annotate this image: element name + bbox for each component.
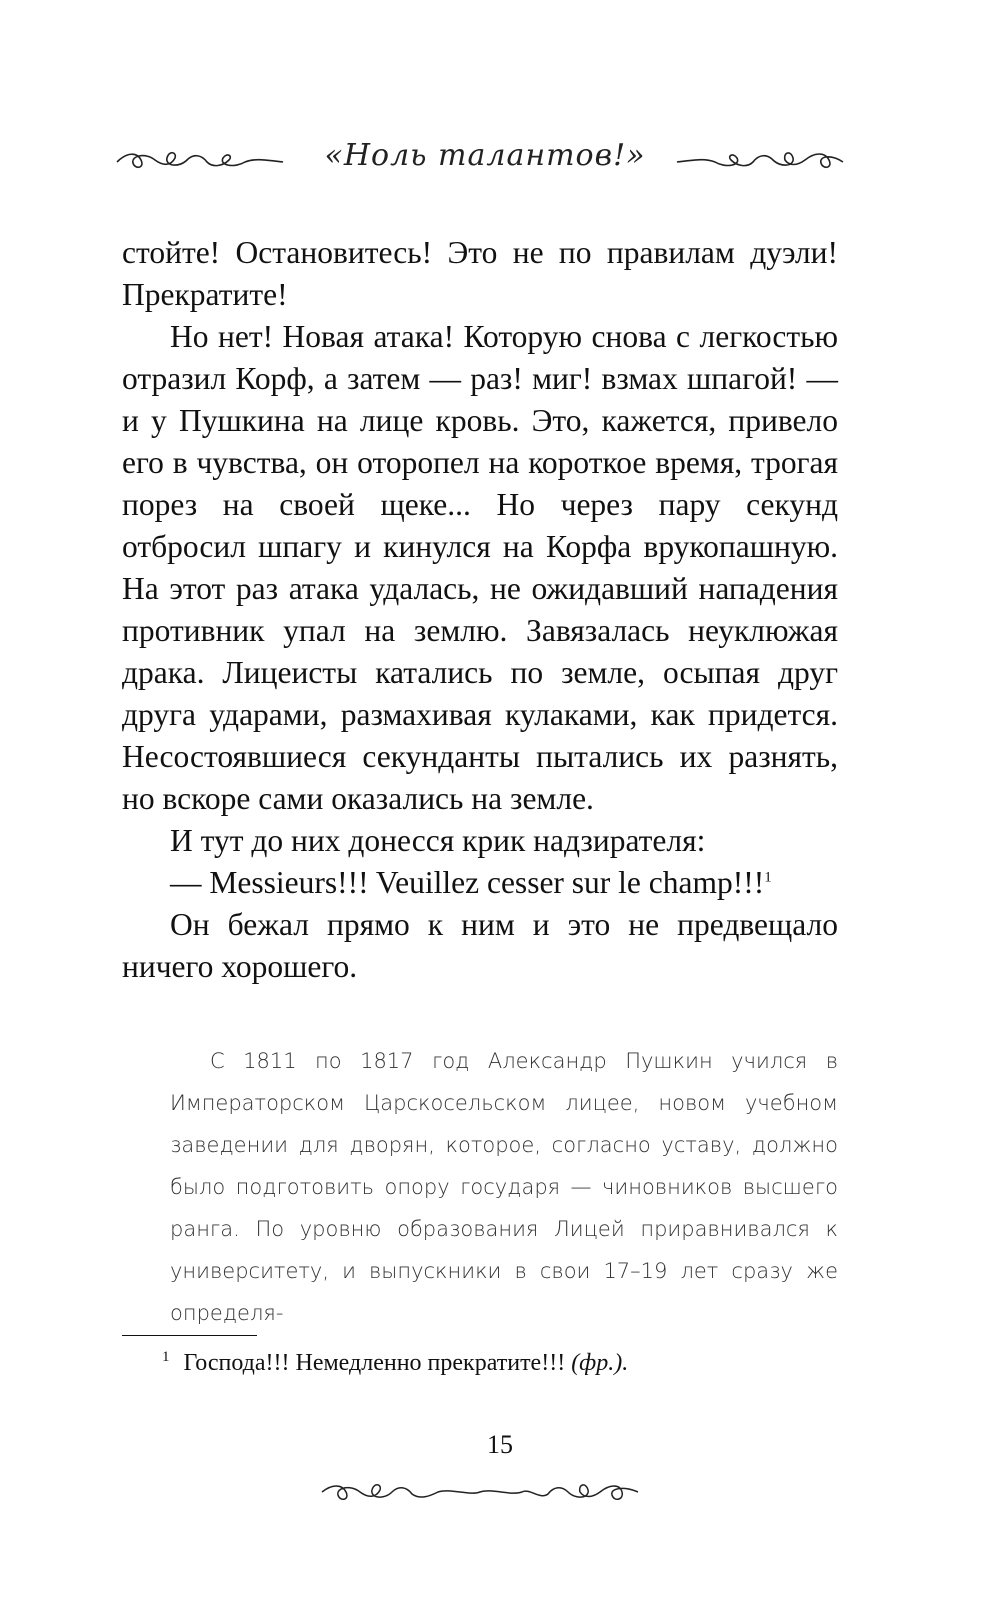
footnote-text: Господа!!! Немедленно прекратите!!! (183, 1350, 566, 1376)
paragraph: стойте! Остановитесь! Это не по правилам дуэли! Прекратите! (122, 235, 838, 312)
historical-note (170, 1040, 838, 1334)
footnote-language: (фр.). (571, 1350, 629, 1376)
footnote (122, 1340, 838, 1380)
historical-note-text: С 1811 по 1817 год Александр Пушкин учился в Императорском Царскосельском лицее, новом учебном заведении для дворян, которое, согласно уставу, должно было подготовить опору государя — чиновников высшего ранга. По уровню образования Лицей приравнивался к университету, и выпускники в свои 17–19 лет сразу же определя- (170, 1049, 838, 1325)
footnote-reference[interactable]: 1 (764, 869, 772, 886)
flourish-ornament-footer (320, 1466, 640, 1516)
dialogue-line (122, 862, 838, 904)
main-text (122, 232, 838, 988)
dialogue-text: — Messieurs!!! Veuillez cesser sur le champ!!! (170, 865, 765, 900)
footnote-divider (122, 1335, 257, 1336)
footnote-mark: 1 (162, 1349, 170, 1365)
page-number: 15 (487, 1430, 513, 1459)
flourish-ornament-right (675, 130, 845, 190)
flourish-ornament-left (115, 130, 285, 190)
running-header (0, 130, 1000, 190)
paragraph: Но нет! Новая атака! Которую снова с легкостью отразил Корф, а затем — раз! миг! взмах шпагой! — и у Пушкина на лице кровь. Это, кажется, привело его в чувства, он оторопел на короткое время, трогая порез на своей щеке... Но через пару секунд отбросил шпагу и кинулся на Корфа врукопашную. На этот раз атака удалась, не ожидавший нападения противник упал на землю. Завязалась неуклюжая драка. Лицеисты катались по земле, осыпая друг друга ударами, размахивая кулаками, как придется. Несостоявшиеся секунданты пытались их разнять, но вскоре сами оказались на земле. (122, 319, 838, 816)
header-title: «Ноль талантов!» (324, 138, 646, 173)
paragraph: И тут до них донесся крик надзирателя: (170, 823, 706, 858)
paragraph: Он бежал прямо к ним и это не предвещало ничего хорошего. (122, 907, 838, 984)
